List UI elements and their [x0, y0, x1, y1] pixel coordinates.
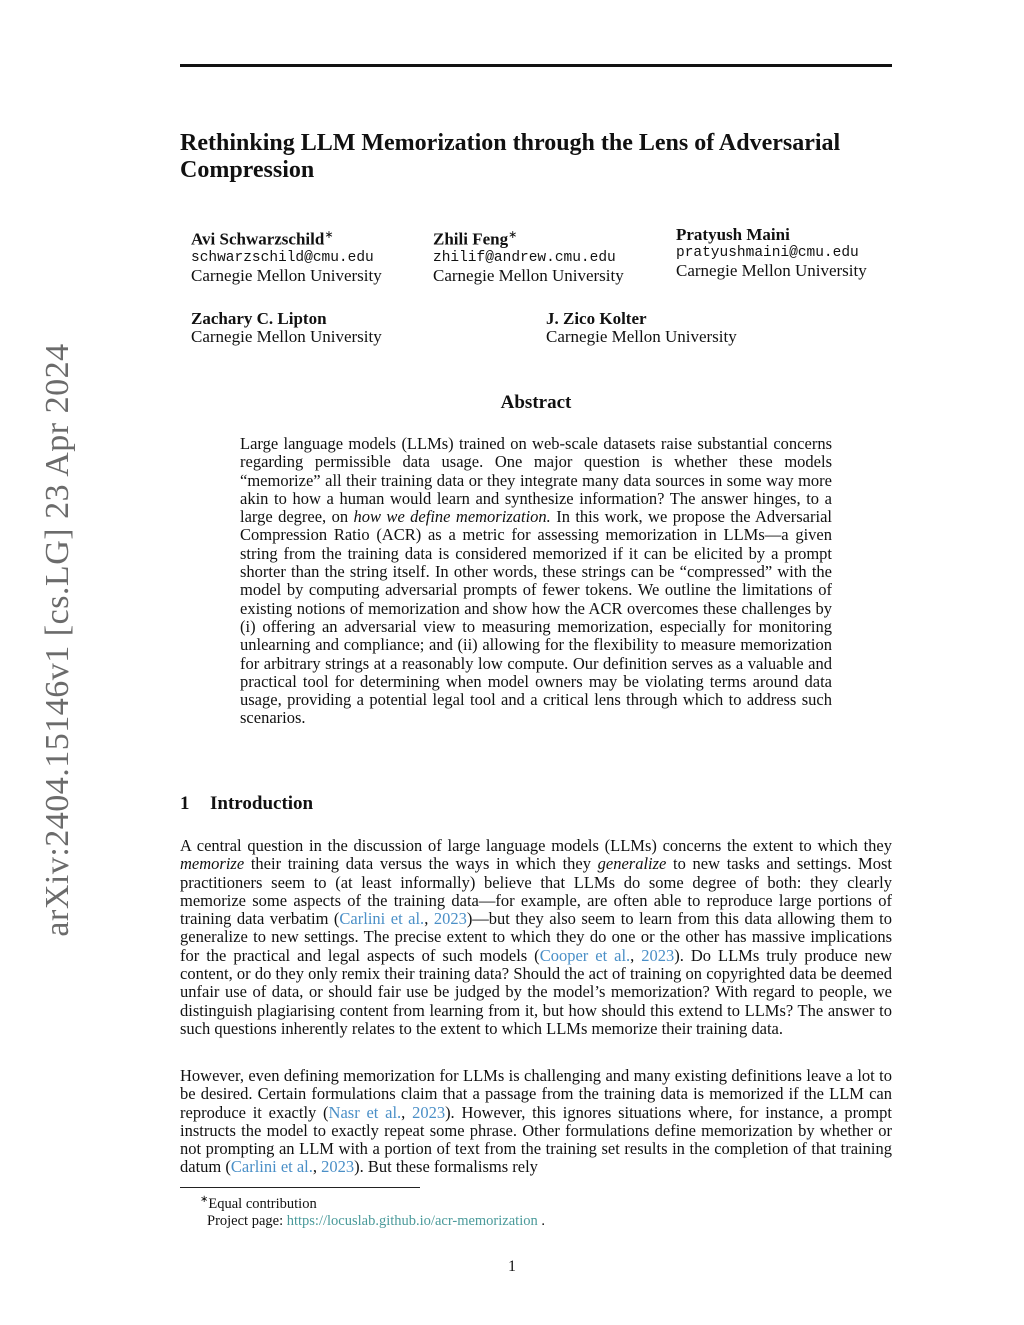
top-rule: [180, 64, 892, 67]
footnote-rule: [180, 1187, 420, 1188]
citation-link[interactable]: Nasr et al.: [328, 1102, 402, 1122]
author-affiliation: Carnegie Mellon University: [676, 261, 867, 280]
author-email[interactable]: zhilif@andrew.cmu.edu: [433, 249, 616, 266]
author-block: [191, 226, 382, 285]
author-affiliation: Carnegie Mellon University: [546, 327, 737, 346]
section-number: 1: [180, 793, 190, 814]
author-name: J. Zico Kolter: [546, 309, 647, 328]
author-block: [546, 310, 737, 346]
author-affiliation: Carnegie Mellon University: [191, 327, 382, 346]
citation-year-link[interactable]: 2023: [412, 1102, 446, 1122]
author-affiliation: Carnegie Mellon University: [433, 265, 624, 285]
author-name: Avi Schwarzschild: [191, 229, 325, 249]
author-name: Zhili Feng: [433, 229, 509, 249]
author-block: [676, 226, 867, 280]
author-name: Zachary C. Lipton: [191, 309, 327, 328]
author-email[interactable]: schwarzschild@cmu.edu: [191, 249, 374, 266]
author-name: Pratyush Maini: [676, 225, 790, 244]
section-title: Introduction: [210, 793, 314, 814]
equal-contribution-note: Equal contribution: [208, 1195, 317, 1212]
intro-paragraph-2: However, even defining memorization for LLMs is challenging and many existing definitions leave a lot to be desired. Certain formulations claim that a passage from the training data is memorized if the LLM can reproduce it exactly (Nasr et al., 2023). However, this ignores situations where, for instance, a prompt instructs the model to exactly repeat some phrase. Other formulations define memorization by whether or not prompting an LLM with a portion of text from the training set results in the completion of that training datum (Carlini et al., 2023). But these formalisms rely: [180, 1066, 892, 1177]
author-affiliation: Carnegie Mellon University: [191, 265, 382, 285]
citation-year-link[interactable]: 2023: [641, 945, 675, 965]
abstract-emphasis: how we define memorization.: [353, 507, 551, 527]
abstract-body: Large language models (LLMs) trained on web-scale datasets raise substantial concerns regarding permissible data usage. One major question is whether these models “memorize” all their training data or they integrate many data sources in some way more akin to how a human would learn and synthesize information? The answer hinges, to a large degree, on how we define memorization. In this work, we propose the Adversarial Compression Ratio (ACR) as a metric for assessing memorization in LLMs—a given string from the training data is considered memorized if it can be elicited by a prompt shorter than the string itself. In other words, these strings can be “compressed” with the model by computing adversarial prompts of fewer tokens. We outline the limitations of existing notions of memorization and show how the ACR overcomes these challenges by (i) offering an adversarial view to measuring memorization, especially for monitoring unlearning and compliance; and (ii) allowing for the flexibility to measure memorization for arbitrary strings at a reasonably low compute. Our definition serves as a valuable and practical tool for determining when model owners may be violating terms around data usage, providing a potential legal tool and a critical lens through which to address such scenarios.: [240, 434, 832, 728]
equal-contribution-mark: ∗: [324, 229, 334, 241]
author-block: [433, 226, 624, 285]
page-number: 1: [508, 1258, 516, 1275]
citation-year-link[interactable]: 2023: [433, 909, 467, 929]
author-block: [191, 310, 382, 346]
footnote-mark: ∗: [200, 1194, 209, 1205]
abstract-heading: Abstract: [500, 392, 572, 413]
citation-link[interactable]: Carlini et al.: [339, 909, 425, 929]
author-email[interactable]: pratyushmaini@cmu.edu: [676, 245, 859, 261]
equal-contribution-mark: ∗: [508, 229, 518, 241]
project-page-link[interactable]: https://locuslab.github.io/acr-memorization: [286, 1212, 538, 1229]
arxiv-identifier: arXiv:2404.15146v1 [cs.LG] 23 Apr 2024: [39, 343, 76, 937]
citation-link[interactable]: Cooper et al.: [539, 945, 631, 965]
intro-paragraph-1: A central question in the discussion of large language models (LLMs) concerns the extent to which they memorize their training data versus the ways in which they generalize to new tasks and settings. Most practitioners seem to (at least informally) believe that LLMs do some degree of both: they clearly memorize some aspects of the training data—for example, are often able to reproduce large portions of training data verbatim (Carlini et al., 2023)—but they also seem to learn from this data allowing them to generalize to new settings. The precise extent to which they do one or the other has massive implications for the practical and legal aspects of such models (Cooper et al., 2023). Do LLMs truly produce new content, or do they only remix their training data? Should the act of training on copyrighted data be deemed unfair use of data, or should fair use be judged by the model’s memorization? With regard to people, we distinguish plagiarising content from learning from it, but how should this extend to LLMs? The answer to such questions inherently relates to the extent to which LLMs memorize their training data.: [180, 836, 893, 1038]
footnote: ∗Equal contribution Project page: https://locuslab.github.io/acr-memorization .: [200, 1194, 545, 1229]
section-heading: [180, 793, 313, 815]
paper-title: Rethinking LLM Memorization through the Lens of Adversarial Compression: [180, 130, 841, 183]
citation-year-link[interactable]: 2023: [321, 1157, 355, 1177]
citation-link[interactable]: Carlini et al.: [230, 1157, 313, 1177]
